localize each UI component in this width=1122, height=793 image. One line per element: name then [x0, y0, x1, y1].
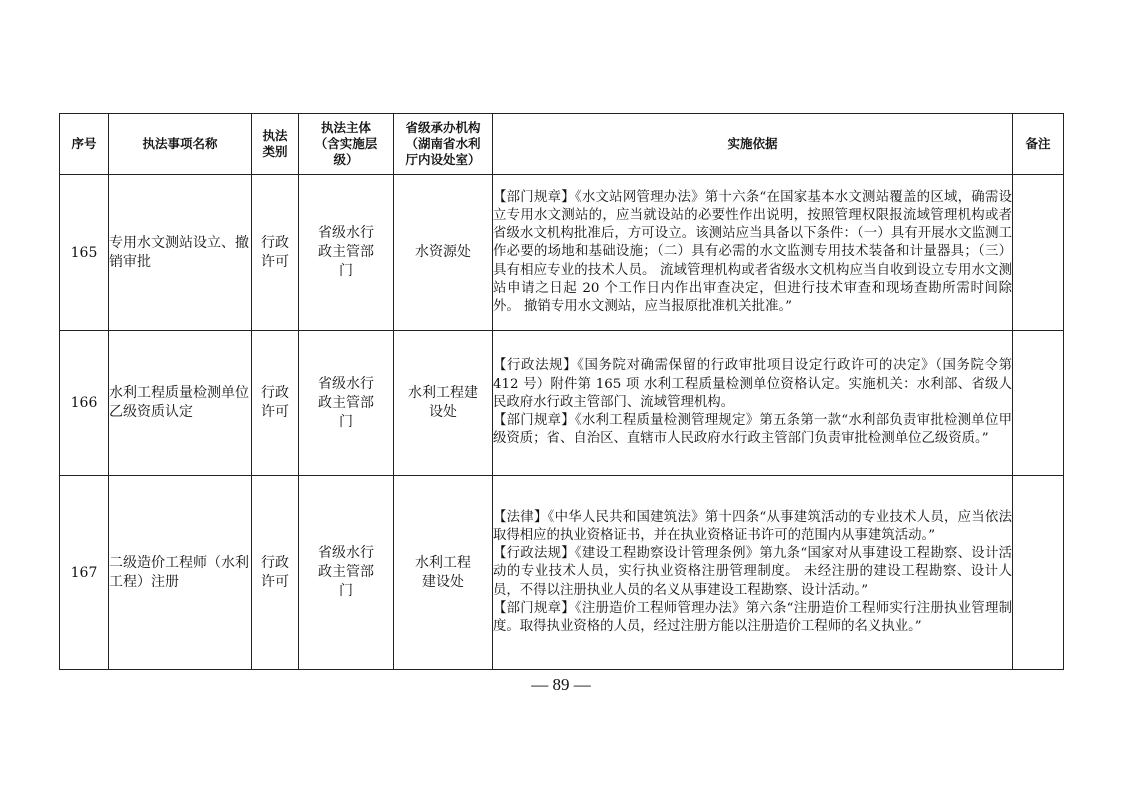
row-basis — [493, 476, 1013, 670]
header-remark: 备注 — [1013, 114, 1064, 175]
row-category: 行政许可 — [252, 331, 299, 476]
basis-paragraph: 【行政法规】《建设工程勘察设计管理条例》第九条“国家对从事建设工程勘察、设计活动的专业技术人员，实行执业资格注册管理制度。 未经注册的建设工程勘察、设计人员，不得以注册执业人员的名义从事建设工程勘察、设计活动。” — [493, 546, 1012, 598]
row-basis — [493, 331, 1013, 476]
row-remark — [1013, 331, 1064, 476]
row-basis — [493, 175, 1013, 331]
page-number: — 89 — — [531, 675, 591, 694]
row-item-name: 水利工程质量检测单位乙级资质认定 — [109, 331, 252, 476]
table-row — [60, 175, 1064, 331]
row-item-name: 专用水文测站设立、撤销审批 — [109, 175, 252, 331]
basis-paragraph: 【部门规章】《水文站网管理办法》第十六条“在国家基本水文测站覆盖的区域，确需设立专用水文测站的，应当就设站的必要性作出说明，按照管理权限报流域管理机构或者省级水文机构批准后，方可设立。该测站应当具备以下条件：（一）具有开展水文监测工作必要的场地和基础设施；（二）具有必需的水文监测专用技术装备和计量器具；（三）具有相应专业的技术人员。 流域管理机构或者省级水文机构应当自收到设立专用水文测站申请之日起 20 个工作日内作出审查决定，但进行技术审查和现场查勘所需时间除外。 撤销专用水文测站，应当报原批准机关批准。” — [493, 189, 1012, 314]
enforcement-items-table — [59, 113, 1064, 670]
row-remark — [1013, 476, 1064, 670]
row-seq: 166 — [60, 331, 109, 476]
row-category: 行政许可 — [252, 476, 299, 670]
header-category: 执法类别 — [252, 114, 299, 175]
row-seq: 165 — [60, 175, 109, 331]
table-row — [60, 331, 1064, 476]
row-subject: 省级水行政主管部门 — [299, 331, 394, 476]
basis-paragraph: 【部门规章】《注册造价工程师管理办法》第六条“注册造价工程师实行注册执业管理制度。取得执业资格的人员，经过注册方能以注册造价工程师的名义执业。” — [493, 600, 1012, 634]
row-office: 水资源处 — [394, 175, 493, 331]
row-subject: 省级水行政主管部门 — [299, 476, 394, 670]
row-seq: 167 — [60, 476, 109, 670]
basis-paragraph: 【部门规章】《水利工程质量检测管理规定》第五条第一款“水利部负责审批检测单位甲级资质；省、自治区、直辖市人民政府水行政主管部门负责审批检测单位乙级资质。” — [493, 413, 1012, 447]
header-office: 省级承办机构（湖南省水利厅内设处室） — [394, 114, 493, 175]
basis-paragraph: 【法律】《中华人民共和国建筑法》第十四条“从事建筑活动的专业技术人员，应当依法取得相应的执业资格证书，并在执业资格证书许可的范围内从事建筑活动。” — [493, 509, 1012, 543]
table-row — [60, 476, 1064, 670]
header-basis: 实施依据 — [493, 114, 1013, 175]
row-item-name: 二级造价工程师（水利工程）注册 — [109, 476, 252, 670]
row-subject: 省级水行政主管部门 — [299, 175, 394, 331]
table-header-row — [60, 114, 1064, 175]
row-office: 水利工程建设处 — [394, 476, 493, 670]
header-subject: 执法主体（含实施层级） — [299, 114, 394, 175]
basis-paragraph: 【行政法规】《国务院对确需保留的行政审批项目设定行政许可的决定》（国务院令第 412 号）附件第 165 项 水利工程质量检测单位资格认定。实施机关：水利部、省级人民政府水行政主管部门、流域管理机构。 — [493, 358, 1012, 410]
row-office: 水利工程建设处 — [394, 331, 493, 476]
row-category: 行政许可 — [252, 175, 299, 331]
header-item-name: 执法事项名称 — [109, 114, 252, 175]
header-seq: 序号 — [60, 114, 109, 175]
row-remark — [1013, 175, 1064, 331]
